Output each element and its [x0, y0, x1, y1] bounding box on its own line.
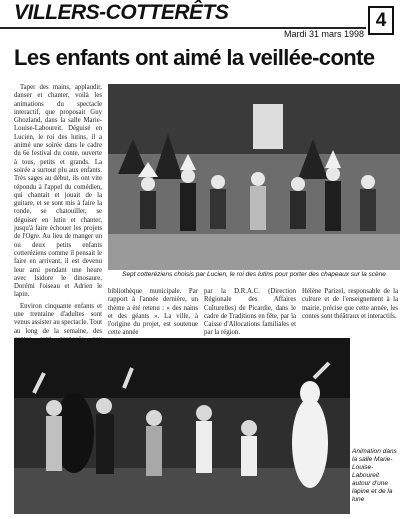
article-column-1 [14, 84, 102, 334]
article-paragraph-2: Environ cinquante enfants et une trentaine d'adultes sont venus assister au spectacle. Tout au long de la semaine, des [14, 302, 102, 335]
dance-photo-image [14, 338, 350, 514]
publication-date: Mardi 31 mars 1998 [283, 29, 364, 39]
stage-photo-image [108, 84, 400, 270]
stage-photo-caption: Sept cotteréziens choisis par Lucien, le roi des lutins pour porter des chapeaux sur la scène [122, 271, 386, 278]
article-column-3 [204, 288, 296, 338]
dance-photo [14, 338, 350, 514]
newspaper-town-title: VILLERS-COTTERÊTS [14, 1, 229, 24]
masthead [0, 0, 400, 38]
article-col4-text: Hélène Parizel, responsable de la culture et de l'enseignement à la mairie, précise que cette année, les contes sont théâtraux et interactifs. [302, 288, 398, 320]
article-col3-text: par la D.R.A.C. (Direction Régionale des Affaires Culturelles) de Picardie, dans le cadre de Traditions en fête, par la Caisse d'Allocations familiales et par la région. [204, 288, 296, 337]
article-col2-text: bibliothèque municipale. Par rapport à l'année dernière, un thème a été retenu : « des nains et des géants ». La ville, à l'origine du projet, est soutenue cette année [108, 288, 198, 337]
article-column-2 [108, 288, 198, 338]
stage-photo [108, 84, 400, 270]
article-paragraph-1: Taper des mains, applaudir, danser et chanter, voilà les animations du spectacle interactif, que proposait Guy Ghozland, dans la salle Marie-Louise-Laboureit. Déguisé en Lucien, le roi des lutins, il a animé une soirée dans le cadre du 6e festival du conte, ouverte à tous, petits et grands. La soirée a surtout plu aux enfants. Très sages au début, ils ont vite répondu à l'appel du comédien, qui chantait et jouait de la guitare, et se sont mis à faire la ronde, se chatouiller, se déguiser en lutin et chanter, jusqu'à faire échouer les projets de l'Ogre. Au lieu de manger un ou deux petits enfants cotteréziens comme il pensait le faire en arrivant, il est devenu leur ami pendant une heure avec Isidore le dinosaure, Dorémi l'oiseau et Adrien le lapin. [14, 84, 102, 299]
article-headline: Les enfants ont aimé la veillée-conte [14, 45, 375, 70]
page-number-box: 4 [368, 6, 394, 35]
article-column-4 [302, 288, 398, 338]
dance-photo-caption: Animation dans la salle Marie-Louise-Laboureit autour d'une lapine et de la lune [352, 448, 397, 503]
